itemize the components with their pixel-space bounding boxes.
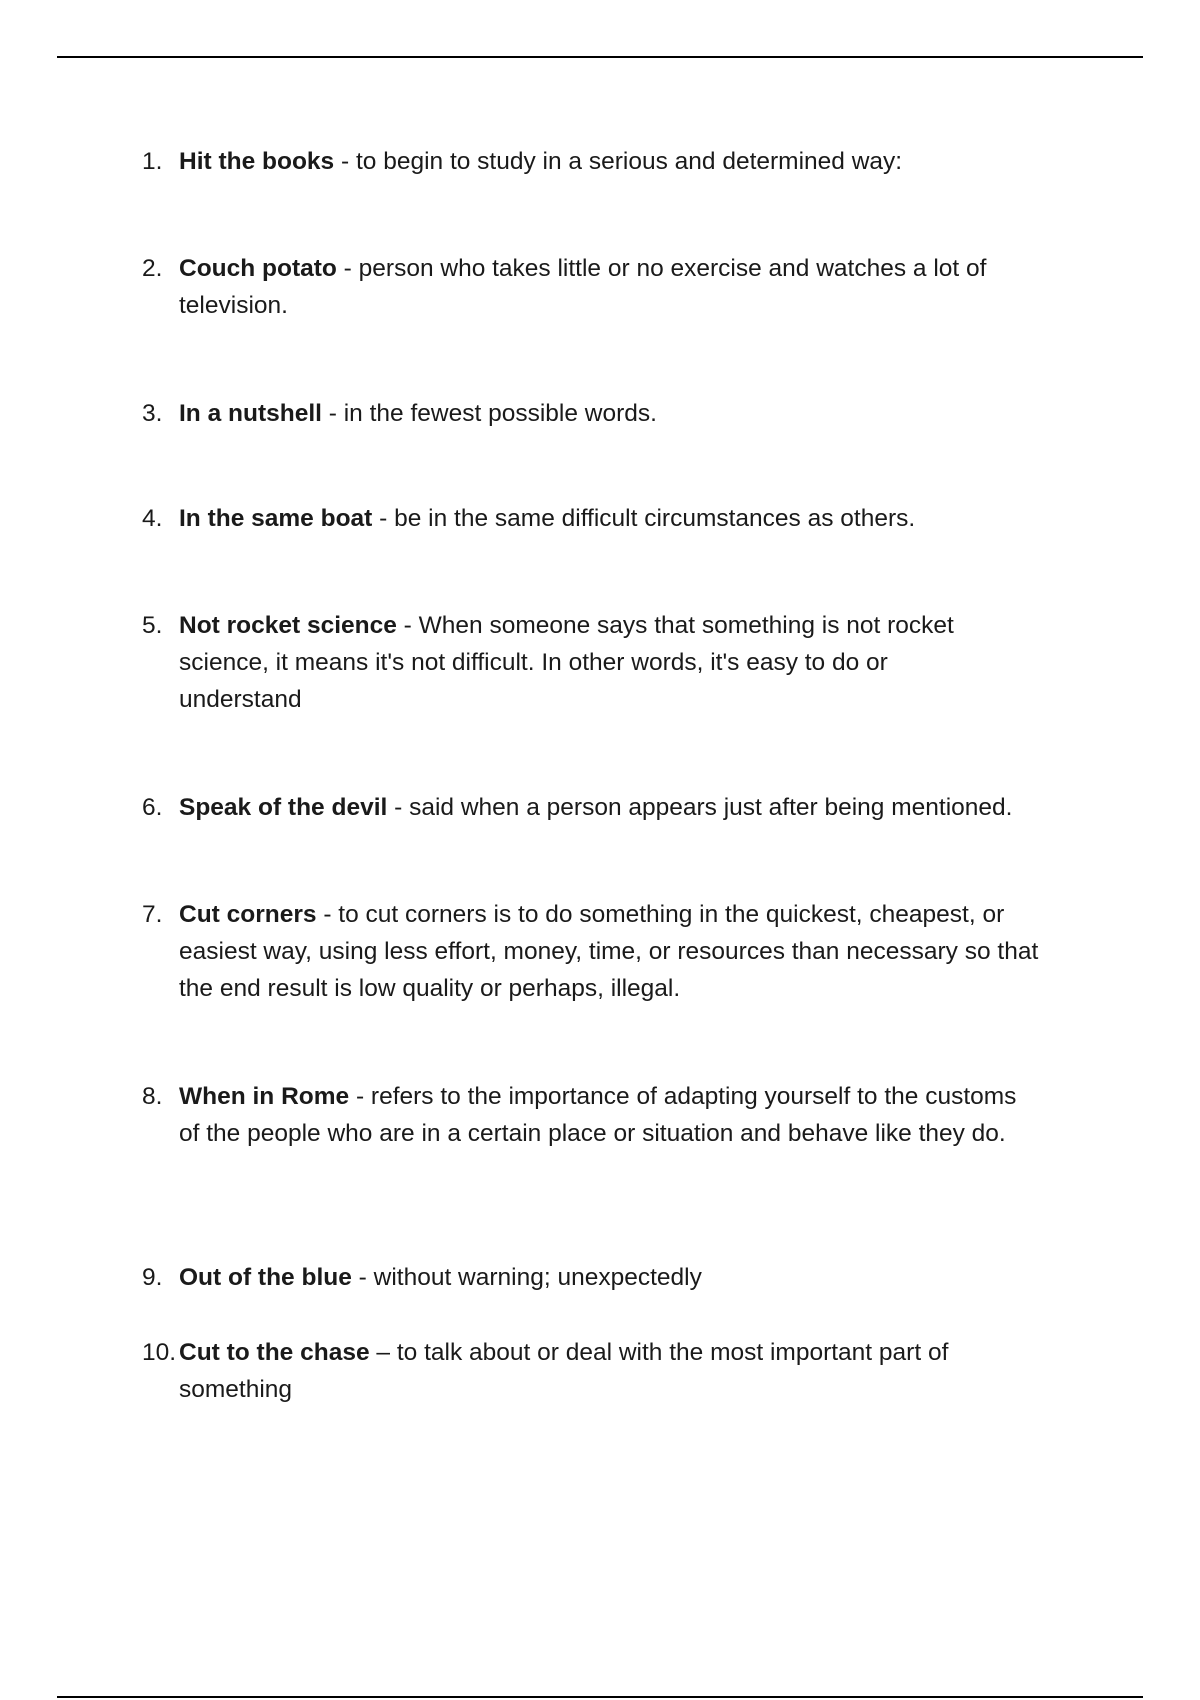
idiom-definition: person who takes little or no exercise and watches a lot of television.: [179, 255, 987, 319]
separator: -: [396, 612, 419, 639]
separator: -: [321, 400, 344, 427]
idiom-item-4: [142, 500, 1062, 537]
top-rule: [57, 56, 1143, 58]
item-number: 3.: [142, 400, 163, 427]
separator: -: [351, 1264, 374, 1291]
separator: -: [334, 148, 356, 175]
idiom-term: Speak of the devil: [179, 794, 388, 821]
idiom-definition: said when a person appears just after being mentioned.: [409, 794, 1013, 821]
idiom-term: In a nutshell: [179, 400, 322, 427]
idiom-item-1: [142, 143, 1062, 180]
idiom-definition: refers to the importance of adapting yourself to the customs of the people who are in a certain place or situation and behave like they do.: [179, 1083, 1017, 1147]
idiom-term: In the same boat: [179, 505, 373, 532]
idiom-item-7: [142, 896, 1057, 1007]
idiom-term: Hit the books: [179, 148, 335, 175]
idiom-term: Out of the blue: [179, 1264, 352, 1291]
separator: -: [316, 901, 339, 928]
idiom-definition: without warning; unexpectedly: [373, 1264, 702, 1291]
idiom-item-8: [142, 1078, 1042, 1152]
idiom-definition: When someone says that something is not rocket science, it means it's not difficult. In other words, it's easy to do or understand: [179, 612, 954, 713]
separator: -: [372, 505, 395, 532]
idiom-term: Not rocket science: [179, 612, 397, 639]
item-number: 5.: [142, 612, 163, 639]
idiom-definition: be in the same difficult circumstances as others.: [394, 505, 916, 532]
item-number: 2.: [142, 255, 163, 282]
item-number: 9.: [142, 1264, 163, 1291]
item-number: 10.: [142, 1339, 177, 1366]
idiom-item-3: [142, 395, 1062, 432]
item-number: 1.: [142, 148, 163, 175]
separator: -: [349, 1083, 371, 1110]
item-number: 6.: [142, 794, 163, 821]
idiom-term: Cut to the chase: [179, 1339, 370, 1366]
idiom-item-6: [142, 789, 1082, 826]
idiom-term: Couch potato: [179, 255, 337, 282]
item-number: 8.: [142, 1083, 163, 1110]
item-number: 7.: [142, 901, 163, 928]
idiom-definition: to talk about or deal with the most important part of something: [179, 1339, 949, 1403]
separator: –: [369, 1339, 397, 1366]
idiom-item-5: [142, 607, 1002, 718]
separator: -: [387, 794, 410, 821]
idiom-item-2: [142, 250, 1042, 324]
item-number: 4.: [142, 505, 163, 532]
idiom-term: When in Rome: [179, 1083, 350, 1110]
bottom-rule: [57, 1696, 1143, 1698]
separator: -: [336, 255, 359, 282]
idiom-term: Cut corners: [179, 901, 317, 928]
idiom-definition: in the fewest possible words.: [343, 400, 657, 427]
idiom-definition: to cut corners is to do something in the quickest, cheapest, or easiest way, using less effort, money, time, or resources than necessary so that the end result is low quality or perhaps, illegal.: [179, 901, 1039, 1002]
idiom-item-9: [142, 1259, 1062, 1296]
idiom-item-10: [142, 1334, 1022, 1408]
idiom-definition: to begin to study in a serious and determined way:: [355, 148, 903, 175]
